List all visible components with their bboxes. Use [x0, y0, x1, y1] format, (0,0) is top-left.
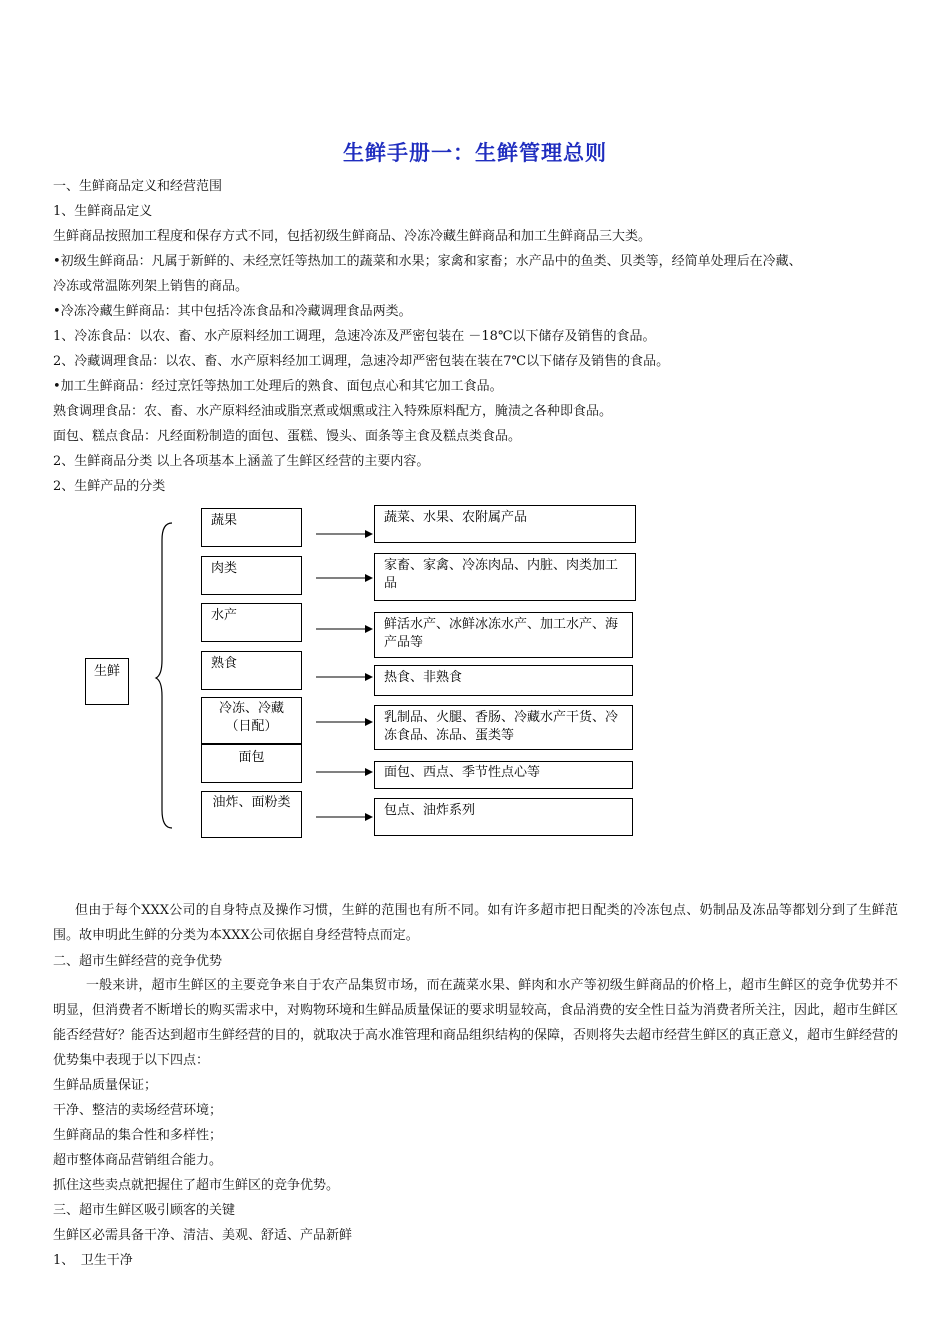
text-line: 生鲜商品按照加工程度和保存方式不同，包括初级生鲜商品、冷冻冷藏生鲜商品和加工生鲜商品三大类。 — [53, 229, 652, 244]
text-line: 冷冻或常温陈列架上销售的商品。 — [53, 279, 249, 294]
detail-box: 热食、非熟食 — [374, 665, 633, 696]
text-line: 熟食调理食品：农、畜、水产原料经油或脂烹煮或烟熏或注入特殊原料配方，腌渍之各种即食品。 — [53, 404, 613, 419]
category-box-fried-flour: 油炸、面粉类 — [201, 791, 302, 838]
text-line: •冷冻冷藏生鲜商品：其中包括冷冻食品和冷藏调理食品两类。 — [53, 304, 412, 319]
heading-hygiene: 1、 卫生干净 — [53, 1253, 133, 1268]
detail-box: 家畜、家禽、冷冻肉品、内脏、肉类加工品 — [374, 553, 636, 601]
root-box: 生鲜 — [85, 658, 129, 705]
text-line: •加工生鲜商品：经过烹饪等热加工处理后的熟食、面包点心和其它加工食品。 — [53, 379, 503, 394]
category-box-meat: 肉类 — [201, 556, 302, 595]
category-box-frozen-chilled: 冷冻、冷藏（日配） — [201, 697, 302, 744]
list-item: 生鲜商品的集合性和多样性； — [53, 1128, 223, 1143]
heading-section-1: 一、生鲜商品定义和经营范围 — [53, 179, 223, 194]
heading-section-2: 二、超市生鲜经营的竞争优势 — [53, 954, 223, 969]
paragraph-competition: 一般来讲，超市生鲜区的主要竞争来自于农产品集贸市场，而在蔬菜水果、鲜肉和水产等初级生鲜商品的价格上，超市生鲜区的竞争优势并不明显，但消费者不断增长的购买需求中，对购物环境和生鲜品质量保证的要求明显较高，食品消费的安全性日益为消费者所关注，因此，超市生鲜区能否经营好？能否达到超市生鲜经营的目的，就取决于高水准管理和商品组织结构的保障，否则将失去超市经营生鲜区的真正意义，超市生鲜经营的优势集中表现于以下四点： — [53, 978, 899, 1068]
text-line: 抓住这些卖点就把握住了超市生鲜区的竞争优势。 — [53, 1178, 340, 1193]
category-box-bakery: 面包 — [201, 744, 302, 783]
heading-definition: 1、生鲜商品定义 — [53, 204, 153, 219]
category-box-fruits-vegetables: 蔬果 — [201, 508, 302, 547]
text-line: •初级生鲜商品：凡属于新鲜的、未经烹饪等热加工的蔬菜和水果；家禽和家畜；水产品中的鱼类、贝类等，经简单处理后在冷藏、 — [53, 254, 802, 269]
detail-box: 乳制品、火腿、香肠、冷藏水产干货、冷冻食品、冻品、蛋类等 — [374, 705, 633, 750]
paragraph-scope-note: 但由于每个XXX公司的自身特点及操作习惯，生鲜的范围也有所不同。如有许多超市把日配类的冷冻包点、奶制品及冻品等都划分到了生鲜范围。故申明此生鲜的分类为本XXX公司依据自身经营特点而定。 — [53, 903, 898, 943]
category-box-seafood: 水产 — [201, 603, 302, 642]
list-item: 超市整体商品营销组合能力。 — [53, 1153, 223, 1168]
list-item: 生鲜品质量保证； — [53, 1078, 158, 1093]
list-item: 干净、整洁的卖场经营环境； — [53, 1103, 223, 1118]
detail-box: 包点、油炸系列 — [374, 798, 633, 836]
detail-box: 蔬菜、水果、农附属产品 — [374, 505, 636, 543]
page-title: 生鲜手册一：生鲜管理总则 — [343, 141, 607, 165]
detail-box: 面包、西点、季节性点心等 — [374, 761, 633, 789]
text-line: 1、冷冻食品：以农、畜、水产原料经加工调理，急速冷冻及严密包装在 －18℃以下储存及销售的食品。 — [53, 329, 656, 344]
detail-box: 鲜活水产、冰鲜冰冻水产、加工水产、海产品等 — [374, 612, 633, 658]
text-line: 生鲜区必需具备干净、清洁、美观、舒适、产品新鲜 — [53, 1228, 353, 1243]
text-line: 2、生鲜商品分类 以上各项基本上涵盖了生鲜区经营的主要内容。 — [53, 454, 430, 469]
heading-section-3: 三、超市生鲜区吸引顾客的关键 — [53, 1203, 236, 1218]
text-line: 面包、糕点食品：凡经面粉制造的面包、蛋糕、馒头、面条等主食及糕点类食品。 — [53, 429, 522, 444]
heading-classification: 2、生鲜产品的分类 — [53, 479, 166, 494]
category-box-deli: 熟食 — [201, 651, 302, 690]
brace-shape — [156, 523, 172, 828]
text-line: 2、冷藏调理食品：以农、畜、水产原料经加工调理，急速冷却严密包装在装在7℃以下储存及销售的食品。 — [53, 354, 670, 369]
